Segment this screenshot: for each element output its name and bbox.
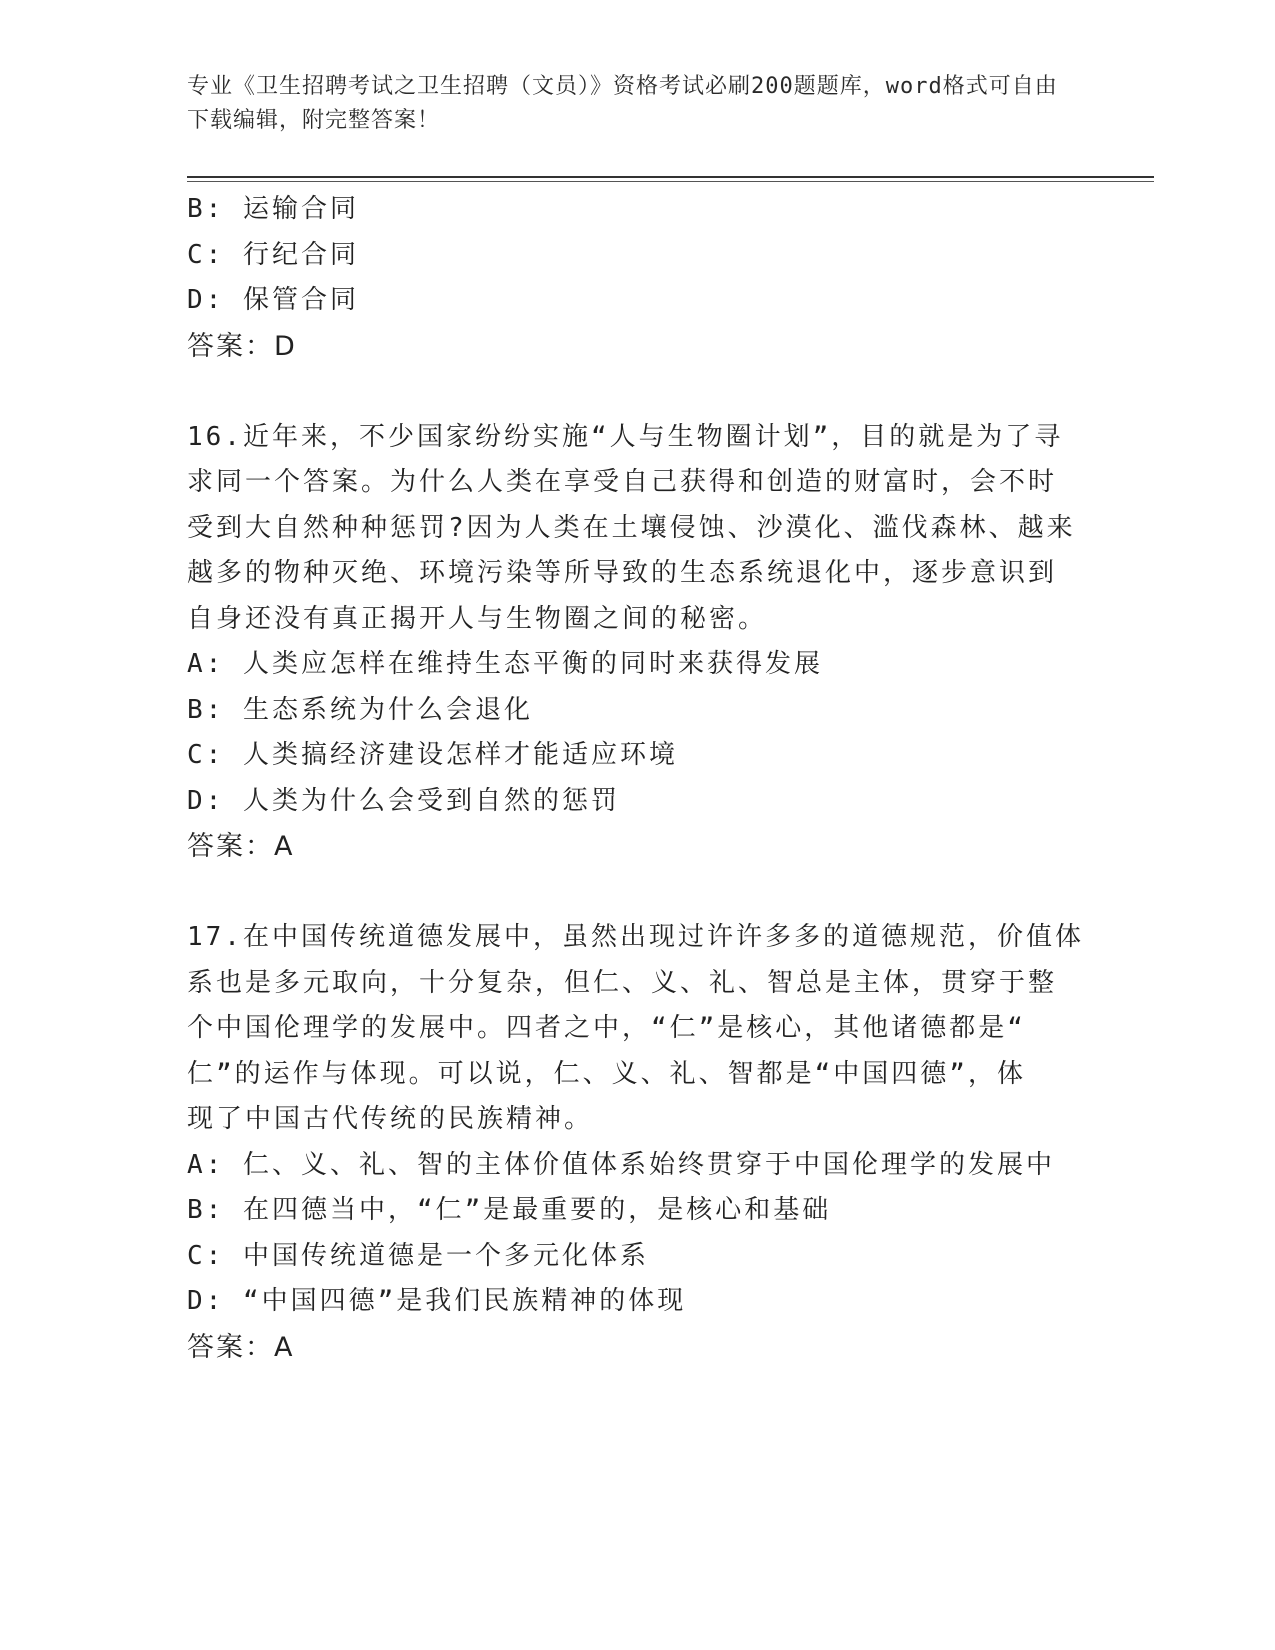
- spacer: [187, 369, 1087, 415]
- question-stem-line: 17.在中国传统道德发展中，虽然出现过许许多多的道德规范，价值体: [187, 922, 1084, 952]
- question-stem-line: 求同一个答案。为什么人类在享受自己获得和创造的财富时，会不时: [187, 467, 1058, 497]
- option-c: C: 行纪合同: [187, 239, 359, 270]
- question-stem-line: 系也是多元取向，十分复杂，但仁、义、礼、智总是主体，贯穿于整: [187, 967, 1058, 998]
- header-divider: [187, 176, 1154, 178]
- document-body: [187, 187, 1087, 1370]
- answer-line: 答案：A: [187, 1331, 295, 1363]
- question-stem-line: 个中国伦理学的发展中。四者之中，“仁”是核心，其他诸德都是“: [187, 1013, 1026, 1043]
- option-c: C: 中国传统道德是一个多元化体系: [187, 1240, 649, 1271]
- option-b: B: 生态系统为什么会退化: [187, 694, 533, 725]
- option-d: D: “中国四德”是我们民族精神的体现: [187, 1286, 687, 1316]
- question-stem-line: 现了中国古代传统的民族精神。: [187, 1104, 594, 1134]
- header-divider-thin: [187, 181, 1154, 182]
- option-b: B: 运输合同: [187, 194, 359, 224]
- question-stem-line: 受到大自然种种惩罚?因为人类在土壤侵蚀、沙漠化、滥伐森林、越来: [187, 512, 1076, 543]
- question-stem-line: 仁”的运作与体现。可以说，仁、义、礼、智都是“中国四德”，体: [187, 1058, 1026, 1089]
- prev-question-block: [187, 187, 1087, 369]
- spacer: [187, 870, 1087, 916]
- option-b: B: 在四德当中，“仁”是最重要的，是核心和基础: [187, 1195, 832, 1225]
- option-d: D: 人类为什么会受到自然的惩罚: [187, 785, 620, 816]
- option-a: A: 仁、义、礼、智的主体价值体系始终贯穿于中国伦理学的发展中: [187, 1149, 1055, 1180]
- answer-line: 答案：A: [187, 831, 295, 862]
- option-a: A: 人类应怎样在维持生态平衡的同时来获得发展: [187, 649, 823, 679]
- question-stem-line: 越多的物种灭绝、环境污染等所导致的生态系统退化中，逐步意识到: [187, 558, 1058, 588]
- question-17: [187, 915, 1087, 1370]
- option-d: D: 保管合同: [187, 285, 359, 315]
- answer-line: 答案：D: [187, 330, 297, 362]
- document-header: [187, 70, 1067, 138]
- question-16: [187, 415, 1087, 870]
- option-c: C: 人类搞经济建设怎样才能适应环境: [187, 740, 678, 770]
- header-title: 专业《卫生招聘考试之卫生招聘（文员）》资格考试必刷200题题库，word格式可自由下载编辑，附完整答案！: [187, 74, 1058, 133]
- question-stem-line: 自身还没有真正揭开人与生物圈之间的秘密。: [187, 603, 768, 634]
- question-stem-line: 16.近年来，不少国家纷纷实施“人与生物圈计划”，目的就是为了寻: [187, 421, 1064, 452]
